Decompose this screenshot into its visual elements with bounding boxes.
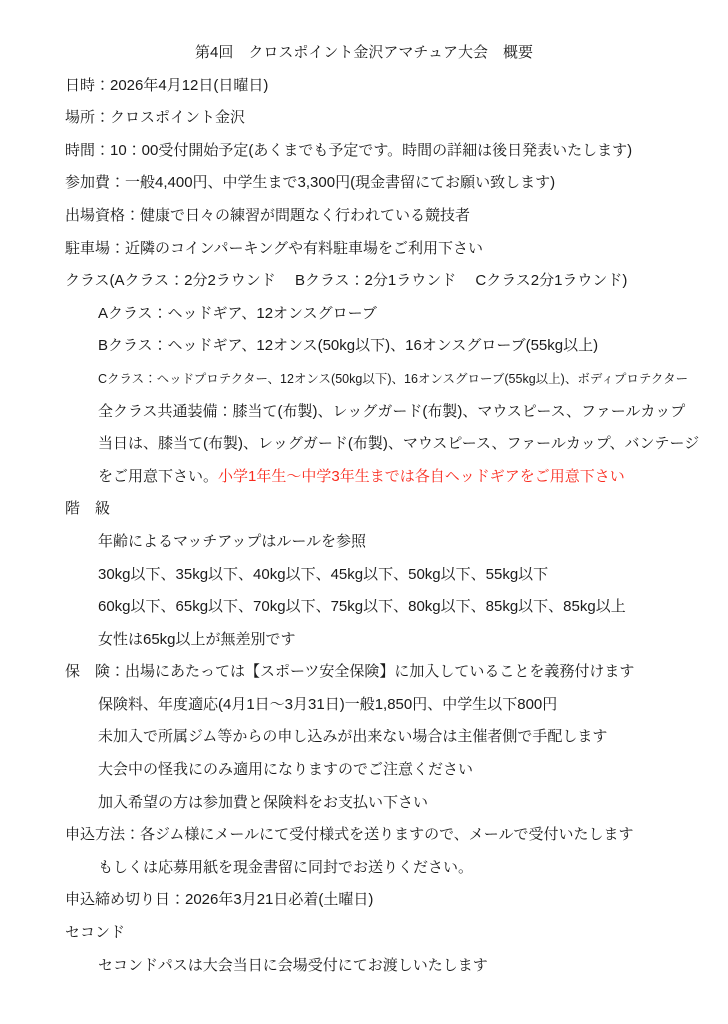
document-line [0,819,728,852]
document-line [0,396,728,429]
text-segment: 年齢によるマッチアップはルールを参照 [98,532,367,550]
document-line [0,917,728,950]
document-line [0,884,728,917]
document-line [0,656,728,689]
text-segment: 場所：クロスポイント金沢 [65,109,246,127]
document-line [0,493,728,526]
document-line [0,689,728,722]
document-line [0,428,728,461]
text-segment: 参加費：一般4,400円、中学生まで3,300円(現金書留にてお願い致します) [65,174,556,192]
text-segment: 階 級 [65,500,111,518]
document-line [0,461,728,494]
document-line [0,167,728,200]
text-segment: 全クラス共通装備：膝当て(布製)、レッグガード(布製)、マウスピース、ファールカップ [98,402,686,420]
document-line [0,754,728,787]
document-line [0,787,728,820]
document-title [0,37,728,70]
document-line [0,70,728,103]
document-line [0,135,728,168]
text-segment: 60kg以下、65kg以下、70kg以下、75kg以下、80kg以下、85kg以下、85kg以上 [98,598,626,616]
text-segment: 第4回 クロスポイント金沢アマチュア大会 概要 [195,44,533,61]
text-segment: 女性は65kg以上が無差別です [98,630,296,648]
text-segment: Aクラス：ヘッドギア、12オンスグローブ [98,304,377,322]
text-segment: 加入希望の方は参加費と保険料をお支払い下さい [98,793,429,811]
document-line [0,330,728,363]
document-line [0,852,728,885]
text-segment: をご用意下さい。 [98,467,219,485]
document-line [0,363,728,396]
document-line [0,233,728,266]
text-segment: 申込方法：各ジム様にメールにて受付様式を送りますので、メールで受付いたします [65,826,634,844]
text-segment: 駐車場：近隣のコインパーキングや有料駐車場をご利用下さい [65,239,484,257]
text-segment: Bクラス：ヘッドギア、12オンス(50kg以下)、16オンスグローブ(55kg以上) [98,337,599,355]
text-segment: セコンドパスは大会当日に会場受付にてお渡しいたします [98,956,488,974]
document-line [0,721,728,754]
document-line [0,200,728,233]
text-segment: 出場資格：健康で日々の練習が問題なく行われている競技者 [65,206,471,224]
document-line [0,591,728,624]
text-segment: 申込締め切り日：2026年3月21日必着(土曜日) [65,891,374,909]
text-segment: クラス(Aクラス：2分2ラウンド Bクラス：2分1ラウンド Cクラス2分1ラウンド) [65,272,628,290]
text-segment: 大会中の怪我にのみ適用になりますのでご注意ください [98,761,474,779]
document-line [0,559,728,592]
document-line [0,526,728,559]
text-segment: セコンド [65,924,126,942]
text-segment: 時間：10：00受付開始予定(あくまでも予定です。時間の詳細は後日発表いたします) [65,141,633,159]
red-warning-text: 小学1年生～中学3年生までは各自ヘッドギアをご用意下さい [218,467,625,485]
document-line [0,102,728,135]
document-body [0,37,728,982]
document-line [0,624,728,657]
text-segment: Cクラス：ヘッドプロテクター、12オンス(50kg以下)、16オンスグローブ(55kg以上)、ボディプロテクター [98,371,689,386]
text-segment: 30kg以下、35kg以下、40kg以下、45kg以下、50kg以下、55kg以下 [98,565,549,583]
text-segment: 当日は、膝当て(布製)、レッグガード(布製)、マウスピース、ファールカップ、バンテージ [98,435,700,453]
text-segment: 保 険：出場にあたっては【スポーツ安全保険】に加入していることを義務付けます [65,663,635,681]
text-segment: もしくは応募用紙を現金書留に同封でお送りください。 [98,858,474,876]
text-segment: 未加入で所属ジム等からの申し込みが出来ない場合は主催者側で手配します [98,728,608,746]
text-segment: 保険料、年度適応(4月1日～3月31日)一般1,850円、中学生以下800円 [98,695,558,713]
document-line [0,950,728,983]
document-line [0,298,728,331]
document-line [0,265,728,298]
text-segment: 日時：2026年4月12日(日曜日) [65,76,269,94]
